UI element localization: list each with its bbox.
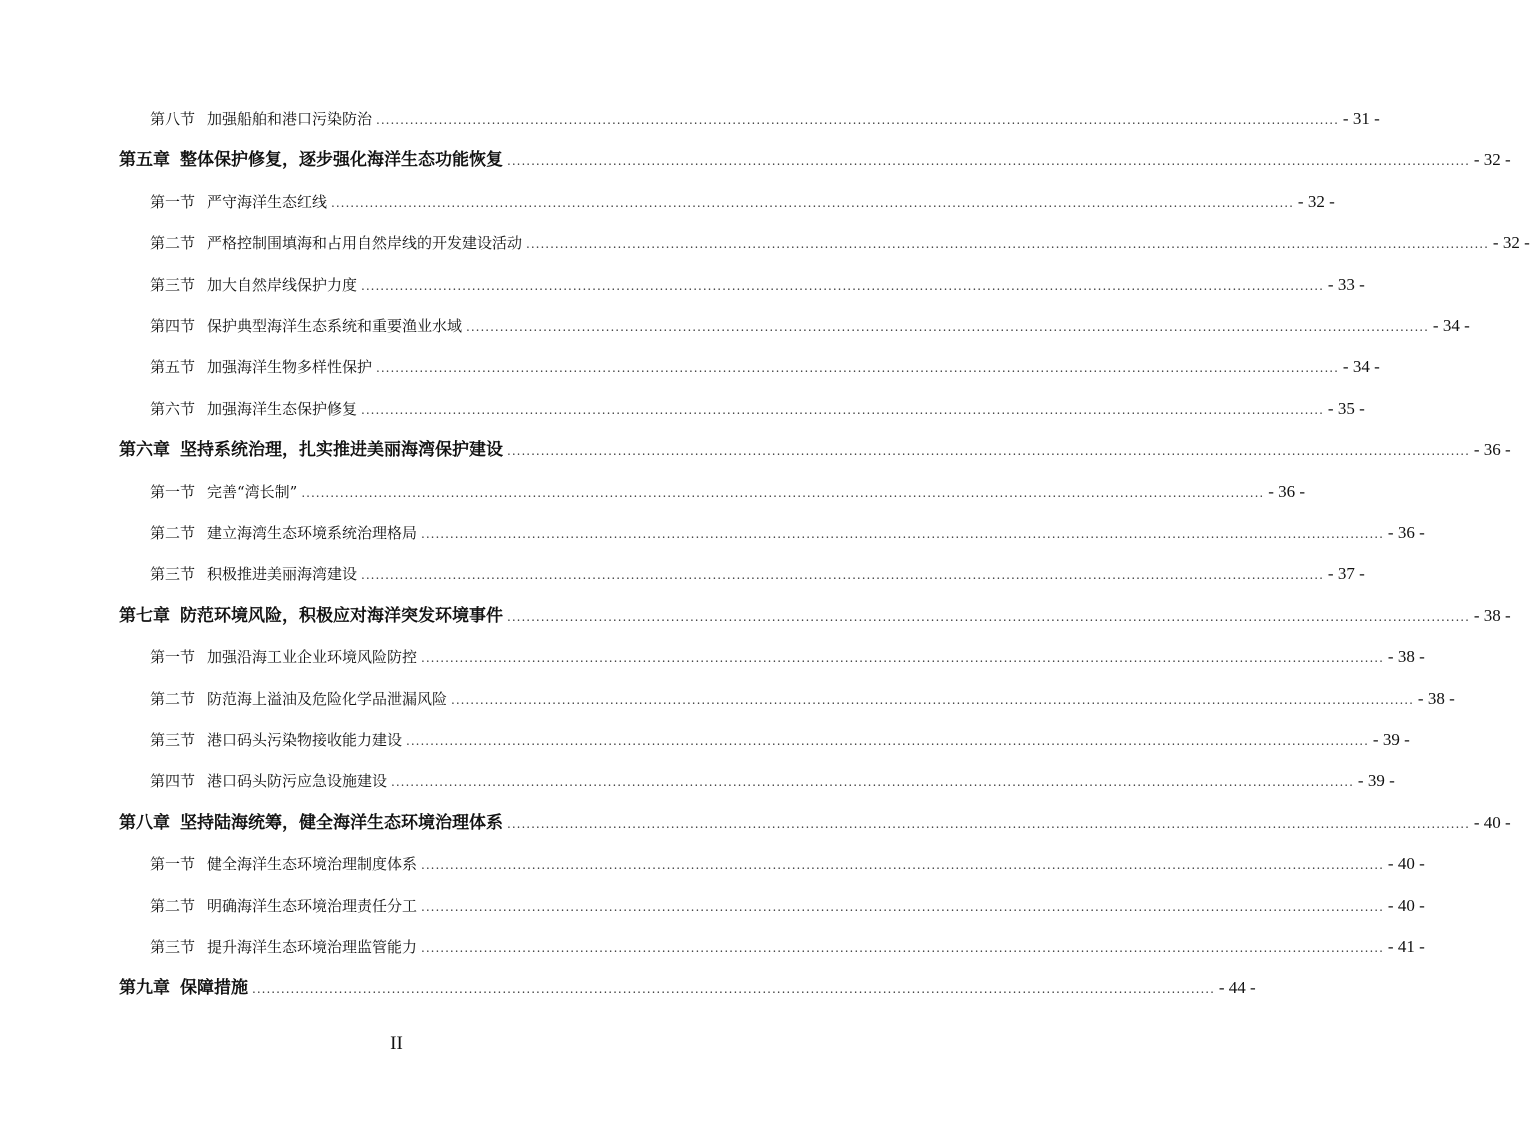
toc-entry-number: 第五节 <box>150 358 196 376</box>
toc-entry-title: 港口码头污染物接收能力建设 <box>207 731 403 749</box>
toc-dot-leader: ........................................................................................................................................................................................................ <box>421 900 1384 914</box>
toc-dot-leader: ........................................................................................................................................................................................................ <box>421 858 1384 872</box>
toc-entry-number: 第八章 <box>119 813 170 833</box>
toc-entry-page-number: - 32 - <box>1473 150 1511 169</box>
toc-entry-page-number: - 33 - <box>1327 275 1365 294</box>
toc-section-entry[interactable] <box>150 355 1380 379</box>
toc-dot-leader: ........................................................................................................................................................................................................ <box>331 196 1294 210</box>
toc-section-entry[interactable] <box>150 935 1425 959</box>
toc-entry-number: 第三节 <box>150 938 196 956</box>
toc-dot-leader: ........................................................................................................................................................................................................ <box>406 734 1369 748</box>
toc-dot-leader: ........................................................................................................................................................................................................ <box>376 113 1339 127</box>
toc-dot-leader: ........................................................................................................................................................................................................ <box>421 941 1384 955</box>
toc-chapter-entry[interactable] <box>119 976 1256 1000</box>
toc-entry-page-number: - 35 - <box>1327 399 1365 418</box>
toc-section-entry[interactable] <box>150 314 1470 338</box>
toc-entry-number: 第四节 <box>150 317 196 335</box>
toc-section-entry[interactable] <box>150 687 1455 711</box>
toc-entry-number: 第七章 <box>119 606 170 626</box>
toc-dot-leader: ........................................................................................................................................................................................................ <box>252 982 1215 996</box>
toc-section-entry[interactable] <box>150 480 1306 504</box>
toc-dot-leader: ........................................................................................................................................................................................................ <box>421 651 1384 665</box>
toc-entry-page-number: - 34 - <box>1432 316 1470 335</box>
toc-section-entry[interactable] <box>150 273 1365 297</box>
toc-dot-leader: ........................................................................................................................................................................................................ <box>361 403 1324 417</box>
toc-dot-leader: ........................................................................................................................................................................................................ <box>376 361 1339 375</box>
toc-dot-leader: ........................................................................................................................................................................................................ <box>466 320 1429 334</box>
toc-entry-page-number: - 31 - <box>1342 109 1380 128</box>
toc-section-entry[interactable] <box>150 894 1425 918</box>
toc-entry-title: 保障措施 <box>180 978 248 998</box>
toc-entry-page-number: - 39 - <box>1357 771 1395 790</box>
toc-entry-title: 坚持系统治理，扎实推进美丽海湾保护建设 <box>180 440 503 460</box>
toc-entry-number: 第一节 <box>150 855 196 873</box>
toc-entry-title: 加强船舶和港口污染防治 <box>207 110 373 128</box>
toc-entry-number: 第一节 <box>150 483 196 501</box>
toc-entry-page-number: - 36 - <box>1473 440 1511 459</box>
toc-entry-number: 第六章 <box>119 440 170 460</box>
toc-entry-title: 严守海洋生态红线 <box>207 193 328 211</box>
toc-entry-title: 港口码头防污应急设施建设 <box>207 772 388 790</box>
toc-entry-page-number: - 40 - <box>1387 854 1425 873</box>
toc-entry-number: 第五章 <box>119 150 170 170</box>
toc-entry-page-number: - 44 - <box>1218 978 1256 997</box>
toc-section-entry[interactable] <box>150 645 1425 669</box>
toc-section-entry[interactable] <box>150 852 1425 876</box>
toc-entry-title: 加强海洋生态保护修复 <box>207 400 358 418</box>
toc-section-entry[interactable] <box>150 769 1395 793</box>
toc-dot-leader: ........................................................................................................................................................................................................ <box>507 444 1470 458</box>
toc-entry-page-number: - 36 - <box>1268 482 1306 501</box>
toc-entry-title: 健全海洋生态环境治理制度体系 <box>207 855 418 873</box>
toc-dot-leader: ........................................................................................................................................................................................................ <box>526 237 1489 251</box>
toc-dot-leader: ........................................................................................................................................................................................................ <box>301 486 1265 500</box>
toc-entry-number: 第二节 <box>150 234 196 252</box>
toc-entry-title: 明确海洋生态环境治理责任分工 <box>207 897 418 915</box>
toc-chapter-entry[interactable] <box>119 604 1511 628</box>
toc-entry-number: 第三节 <box>150 565 196 583</box>
toc-entry-number: 第二节 <box>150 524 196 542</box>
toc-dot-leader: ........................................................................................................................................................................................................ <box>391 775 1354 789</box>
toc-dot-leader: ........................................................................................................................................................................................................ <box>507 154 1470 168</box>
toc-dot-leader: ........................................................................................................................................................................................................ <box>507 817 1470 831</box>
toc-section-entry[interactable] <box>150 562 1365 586</box>
toc-entry-page-number: - 36 - <box>1387 523 1425 542</box>
toc-dot-leader: ........................................................................................................................................................................................................ <box>361 279 1324 293</box>
toc-entry-page-number: - 40 - <box>1473 813 1511 832</box>
toc-chapter-entry[interactable] <box>119 438 1511 462</box>
toc-chapter-entry[interactable] <box>119 148 1511 172</box>
toc-section-entry[interactable] <box>150 397 1365 421</box>
toc-entry-page-number: - 39 - <box>1372 730 1410 749</box>
toc-entry-number: 第二节 <box>150 897 196 915</box>
toc-entry-title: 坚持陆海统筹，健全海洋生态环境治理体系 <box>180 813 503 833</box>
toc-section-entry[interactable] <box>150 231 1530 255</box>
toc-entry-page-number: - 32 - <box>1297 192 1335 211</box>
toc-entry-title: 建立海湾生态环境系统治理格局 <box>207 524 418 542</box>
toc-entry-title: 加大自然岸线保护力度 <box>207 276 358 294</box>
toc-entry-title: 加强沿海工业企业环境风险防控 <box>207 648 418 666</box>
toc-entry-page-number: - 38 - <box>1387 647 1425 666</box>
toc-entry-title: 防范环境风险，积极应对海洋突发环境事件 <box>180 606 503 626</box>
toc-entry-number: 第三节 <box>150 731 196 749</box>
toc-entry-title: 积极推进美丽海湾建设 <box>207 565 358 583</box>
toc-dot-leader: ........................................................................................................................................................................................................ <box>451 693 1414 707</box>
toc-entry-number: 第九章 <box>119 978 170 998</box>
toc-entry-number: 第六节 <box>150 400 196 418</box>
toc-entry-page-number: - 37 - <box>1327 564 1365 583</box>
toc-dot-leader: ........................................................................................................................................................................................................ <box>507 610 1470 624</box>
toc-entry-number: 第三节 <box>150 276 196 294</box>
toc-entry-number: 第二节 <box>150 690 196 708</box>
toc-entry-page-number: - 32 - <box>1492 233 1530 252</box>
toc-section-entry[interactable] <box>150 521 1425 545</box>
toc-entry-number: 第一节 <box>150 648 196 666</box>
toc-dot-leader: ........................................................................................................................................................................................................ <box>361 568 1324 582</box>
toc-entry-title: 提升海洋生态环境治理监管能力 <box>207 938 418 956</box>
page-number-footer: II <box>390 1033 403 1054</box>
toc-entry-page-number: - 40 - <box>1387 896 1425 915</box>
toc-entry-page-number: - 34 - <box>1342 357 1380 376</box>
toc-dot-leader: ........................................................................................................................................................................................................ <box>421 527 1384 541</box>
toc-entry-page-number: - 38 - <box>1417 689 1455 708</box>
toc-entry-title: 严格控制围填海和占用自然岸线的开发建设活动 <box>207 234 523 252</box>
toc-entry-title: 加强海洋生物多样性保护 <box>207 358 373 376</box>
toc-entry-title: 防范海上溢油及危险化学品泄漏风险 <box>207 690 448 708</box>
toc-entry-number: 第八节 <box>150 110 196 128</box>
toc-entry-title: 完善“湾长制” <box>207 483 298 501</box>
toc-section-entry[interactable] <box>150 190 1335 214</box>
toc-entry-title: 保护典型海洋生态系统和重要渔业水域 <box>207 317 463 335</box>
toc-entry-page-number: - 38 - <box>1473 606 1511 625</box>
toc-entry-number: 第四节 <box>150 772 196 790</box>
toc-chapter-entry[interactable] <box>119 811 1511 835</box>
toc-entry-page-number: - 41 - <box>1387 937 1425 956</box>
toc-section-entry[interactable] <box>150 107 1380 131</box>
toc-entry-number: 第一节 <box>150 193 196 211</box>
toc-entry-title: 整体保护修复，逐步强化海洋生态功能恢复 <box>180 150 503 170</box>
toc-section-entry[interactable] <box>150 728 1410 752</box>
